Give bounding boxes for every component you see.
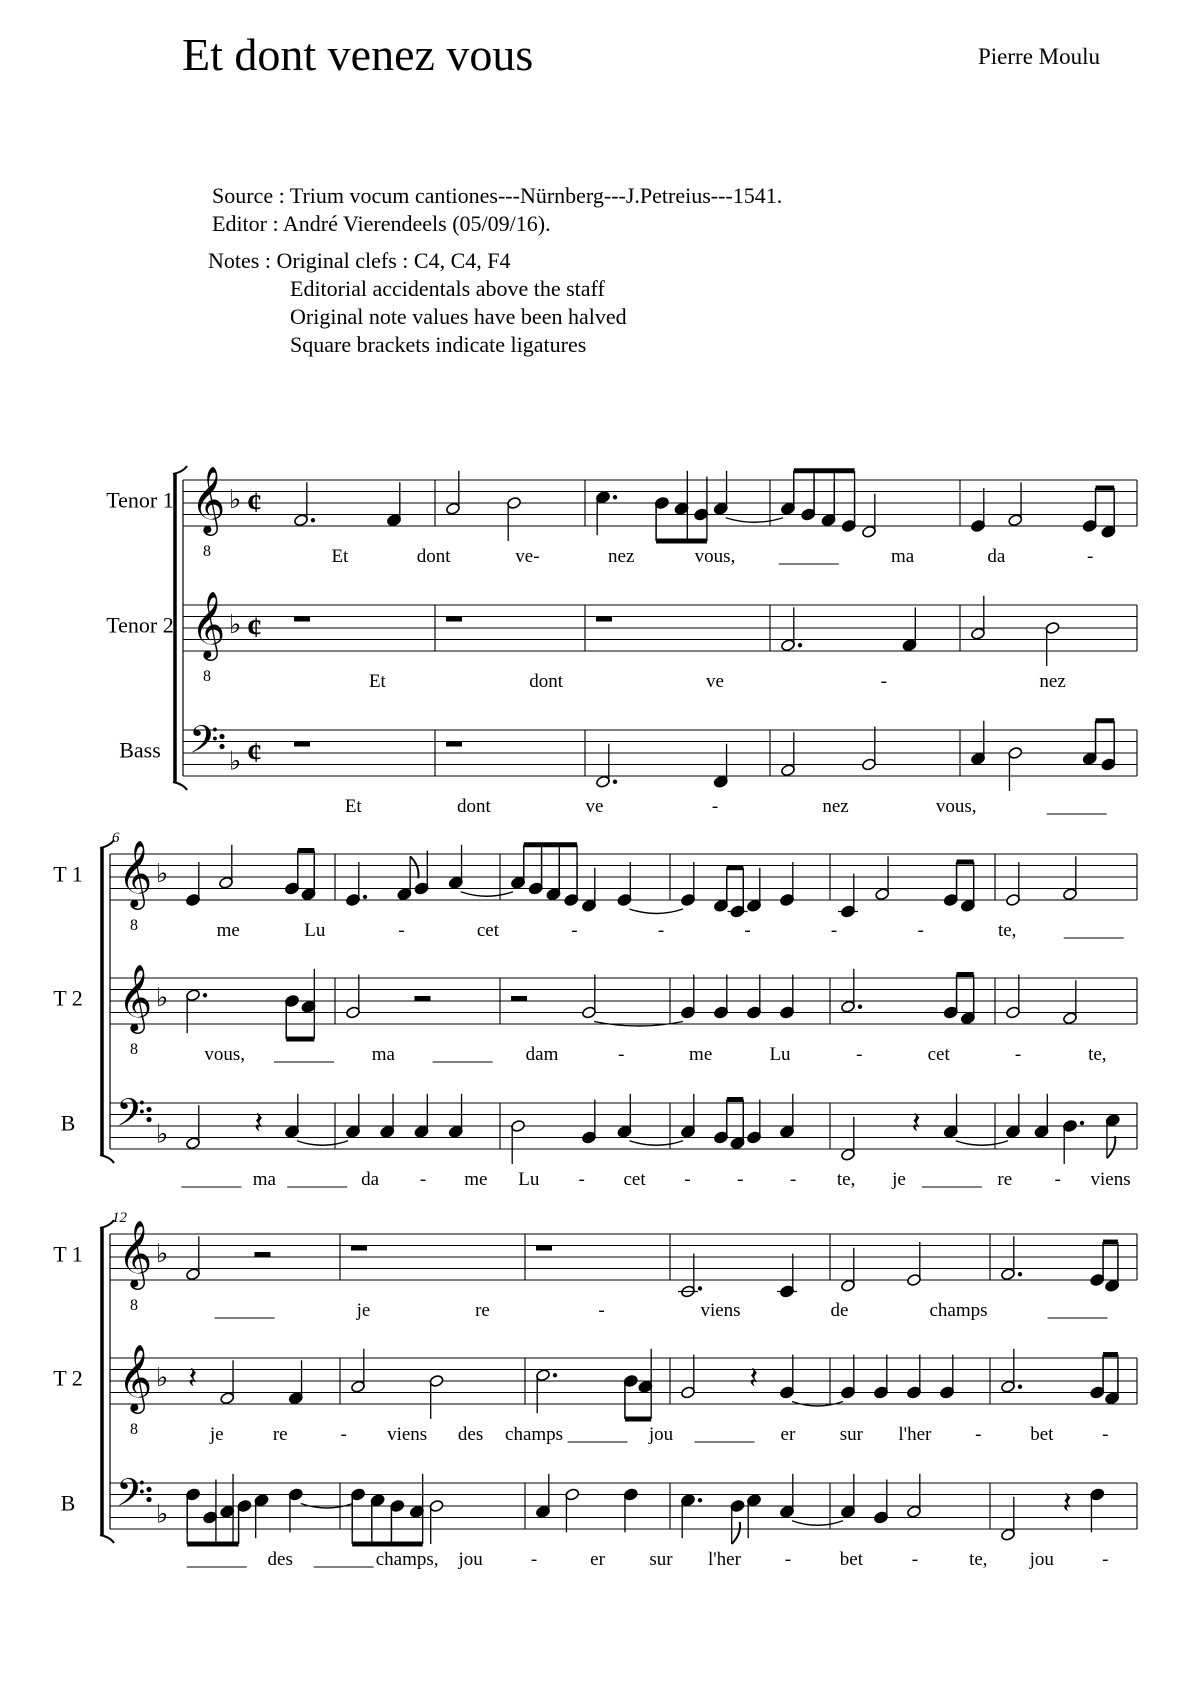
octave-eight-mark: 8 — [203, 668, 211, 685]
lyric-syllable: ma — [371, 1044, 395, 1065]
tie-arc — [726, 518, 783, 523]
tie-arc — [792, 1521, 843, 1526]
voice-label: B — [60, 1490, 76, 1516]
half-rest — [511, 996, 527, 1001]
augmentation-dot — [698, 1286, 702, 1290]
flat-key-signature: ♭ — [229, 746, 242, 776]
lyric-syllable: - — [578, 1169, 585, 1190]
lyric-syllable: - — [419, 1169, 427, 1190]
lyric-syllable: ve — [706, 671, 724, 692]
voice-staff — [53, 965, 1137, 1065]
flat-key-signature: ♭ — [156, 1363, 169, 1392]
lyric-syllable: bet — [1030, 1424, 1054, 1445]
augmentation-dot — [553, 1373, 557, 1377]
flat-key-signature: ♭ — [156, 1119, 169, 1149]
lyric-syllable: me — [216, 920, 240, 941]
lyric-syllable: nez — [822, 796, 849, 817]
lyric-syllable: - — [657, 920, 665, 941]
bass-clef-icon: 𝄢 — [116, 1091, 146, 1143]
whole-rest — [351, 1246, 367, 1251]
treble-clef-icon: 𝄞 — [118, 1221, 153, 1287]
bass-clef-dot — [146, 1117, 151, 1122]
lyric-syllable: re — [997, 1169, 1013, 1190]
bass-clef-icon: 𝄢 — [116, 1471, 146, 1523]
lyric-syllable: viens — [1090, 1169, 1131, 1190]
source-note: Source : Trium vocum cantiones---Nürnberg---J.Petreius---1541. — [212, 183, 783, 208]
lyric-syllable: - — [880, 671, 887, 692]
measure-number: 6 — [112, 830, 120, 846]
system-bracket — [173, 782, 187, 790]
augmentation-dot — [203, 993, 207, 997]
lyric-syllable: - — [571, 920, 578, 941]
tie-arc — [630, 909, 684, 914]
bass-clef-dot — [146, 1107, 151, 1112]
flat-key-signature: ♭ — [156, 983, 169, 1012]
voice-staff — [53, 841, 1137, 941]
lyric-syllable: - — [618, 1044, 625, 1065]
bass-clef-icon: 𝄢 — [189, 718, 219, 770]
octave-eight-mark: 8 — [203, 543, 211, 560]
octave-eight-mark: 8 — [130, 1297, 138, 1314]
lyric-syllable: - — [830, 920, 838, 941]
voice-label: Tenor 1 — [106, 487, 174, 513]
lyric-syllable: - — [684, 1169, 691, 1190]
voice-label: B — [60, 1110, 76, 1136]
augmentation-dot — [798, 643, 802, 647]
half-rest — [255, 1252, 271, 1257]
lyric-syllable: Et — [344, 796, 362, 817]
lyric-syllable: - — [975, 1424, 982, 1445]
quarter-rest: 𝄽 — [188, 1361, 198, 1395]
lyric-syllable: - — [1102, 1424, 1109, 1445]
bass-clef-dot — [219, 744, 224, 749]
lyric-syllable: - — [1054, 1169, 1061, 1190]
voice-staff — [119, 719, 1137, 817]
augmentation-dot — [363, 895, 367, 899]
voice-label: Bass — [119, 737, 161, 763]
quarter-rest: 𝄽 — [254, 1106, 264, 1140]
lyric-syllable: te, — [997, 920, 1017, 941]
lyric-syllable: re — [272, 1424, 288, 1445]
lyric-syllable: Lu — [304, 920, 326, 941]
augmentation-dot — [1080, 1121, 1084, 1125]
tie-arc — [461, 892, 513, 897]
lyric-syllable: - — [1014, 1044, 1022, 1065]
lyric-syllable: cet — [623, 1169, 646, 1190]
lyric-syllable: me — [464, 1169, 488, 1190]
bass-clef-dot — [219, 734, 224, 739]
lyric-syllable: - — [856, 1044, 863, 1065]
system-bracket — [100, 1155, 114, 1163]
lyric-syllable: Et — [331, 546, 349, 567]
score-system — [53, 1210, 1137, 1570]
lyric-syllable: des — [267, 1549, 293, 1570]
voice-label: Tenor 2 — [106, 612, 174, 638]
lyric-syllable: cet — [476, 920, 499, 941]
lyric-syllable: je — [892, 1169, 906, 1190]
lyric-syllable: - — [1086, 546, 1094, 567]
quarter-rest: 𝄽 — [749, 1361, 759, 1395]
cut-time-signature: ¢ — [247, 736, 262, 769]
lyric-syllable: dont — [529, 671, 564, 692]
octave-eight-mark: 8 — [130, 917, 138, 934]
notes-label: Notes : Original clefs : C4, C4, F4 — [208, 248, 511, 273]
augmentation-dot — [613, 495, 617, 499]
octave-eight-mark: 8 — [130, 1421, 138, 1438]
augmentation-dot — [1018, 1385, 1022, 1389]
lyric-syllable: er — [780, 1424, 796, 1445]
lyric-syllable: je — [209, 1424, 224, 1445]
lyric-syllable: te, — [1088, 1044, 1107, 1065]
lyric-syllable: bet — [839, 1549, 864, 1570]
lyric-syllable: dont — [456, 796, 491, 817]
voice-label: T 2 — [53, 1365, 83, 1391]
lyric-syllable: Lu — [518, 1169, 540, 1190]
eighth-flag — [410, 856, 418, 878]
tie-arc — [630, 1141, 684, 1146]
flat-key-signature: ♭ — [156, 859, 169, 888]
lyric-syllable: jou — [648, 1424, 674, 1445]
measure-number: 12 — [112, 1210, 127, 1226]
bass-clef-dot — [146, 1497, 151, 1502]
voice-staff — [61, 1472, 1137, 1570]
whole-rest — [596, 617, 612, 622]
lyric-syllable: viens — [387, 1424, 428, 1445]
lyric-syllable: - — [784, 1549, 792, 1570]
treble-clef-icon: 𝄞 — [191, 467, 226, 533]
augmentation-dot — [1018, 1272, 1022, 1276]
lyric-syllable: - — [711, 796, 719, 817]
lyric-syllable: vous, — [694, 546, 736, 567]
lyric-syllable: sur — [839, 1424, 864, 1445]
lyric-syllable: je — [356, 1300, 371, 1321]
voice-label: T 2 — [53, 985, 83, 1011]
editor-note: Editor : André Vierendeels (05/09/16). — [212, 211, 551, 236]
editorial-note: Editorial accidentals above the staff — [290, 276, 605, 301]
flat-key-signature: ♭ — [156, 1499, 169, 1529]
editorial-note: Original note values have been halved — [290, 304, 627, 329]
augmentation-dot — [613, 780, 617, 784]
lyric-syllable: champs, — [375, 1549, 439, 1570]
system-bracket — [100, 1535, 114, 1543]
voice-label: T 1 — [53, 861, 83, 887]
whole-rest — [536, 1246, 552, 1251]
lyric-syllable: - — [737, 1169, 744, 1190]
lyric-syllable: Lu — [769, 1044, 791, 1065]
treble-clef-icon: 𝄞 — [191, 592, 226, 658]
voice-staff — [53, 1345, 1137, 1445]
lyric-syllable: ma — [252, 1169, 276, 1190]
augmentation-dot — [698, 1498, 702, 1502]
score-system — [53, 830, 1137, 1190]
lyric-syllable: vous, — [935, 796, 977, 817]
quarter-rest: 𝄽 — [1062, 1486, 1072, 1520]
lyric-syllable: de — [830, 1300, 849, 1321]
lyric-syllable: - — [917, 920, 924, 941]
system-bracket — [173, 466, 187, 474]
lyric-syllable: Et — [368, 671, 386, 692]
lyric-syllable: te, — [969, 1549, 988, 1570]
piece-title: Et dont venez vous — [182, 29, 534, 80]
lyric-syllable: - — [340, 1424, 347, 1445]
lyric-syllable: ma — [890, 546, 915, 567]
lyric-syllable: me — [689, 1044, 713, 1065]
lyric-syllable: - — [1102, 1549, 1109, 1570]
lyric-syllable: champs — [929, 1300, 988, 1321]
whole-rest — [446, 742, 462, 747]
voice-staff — [106, 467, 1137, 567]
lyric-syllable: jou — [1029, 1549, 1054, 1570]
augmentation-dot — [311, 518, 315, 522]
lyric-syllable: ve- — [515, 546, 540, 567]
voice-staff — [61, 1092, 1137, 1190]
lyric-syllable: da — [361, 1169, 380, 1190]
flat-key-signature: ♭ — [229, 485, 242, 514]
flat-key-signature: ♭ — [156, 1239, 169, 1268]
lyric-syllable: l'her — [707, 1549, 741, 1570]
tie-arc — [297, 1141, 348, 1146]
lyric-syllable: te, — [836, 1169, 856, 1190]
lyric-syllable: - — [790, 1169, 797, 1190]
lyric-syllable: vous, — [204, 1044, 245, 1065]
tie-arc — [956, 1141, 1008, 1146]
eighth-flag — [732, 1522, 740, 1544]
lyric-syllable: nez — [1039, 671, 1066, 692]
composer-name: Pierre Moulu — [977, 44, 1100, 69]
eighth-flag — [1107, 1136, 1115, 1158]
bass-clef-dot — [146, 1487, 151, 1492]
lyric-syllable: nez — [608, 546, 635, 567]
lyric-syllable: da — [987, 546, 1006, 567]
lyric-syllable: - — [598, 1300, 605, 1321]
flat-key-signature: ♭ — [229, 610, 242, 639]
lyric-syllable: jou — [458, 1549, 483, 1570]
lyric-syllable: - — [530, 1549, 538, 1570]
lyric-syllable: champs — [505, 1424, 564, 1445]
voice-staff — [106, 592, 1137, 692]
treble-clef-icon: 𝄞 — [118, 841, 153, 907]
lyric-syllable: l'her — [898, 1424, 932, 1445]
editorial-note: Square brackets indicate ligatures — [290, 332, 587, 357]
lyric-syllable: er — [590, 1549, 605, 1570]
lyric-syllable: re — [475, 1300, 490, 1321]
lyric-syllable: - — [911, 1549, 919, 1570]
octave-eight-mark: 8 — [130, 1041, 138, 1058]
augmentation-dot — [858, 1005, 862, 1009]
lyric-syllable: dam — [525, 1044, 559, 1065]
half-rest — [415, 996, 431, 1001]
cut-time-signature: ¢ — [247, 486, 262, 519]
score-system — [106, 466, 1137, 817]
treble-clef-icon: 𝄞 — [118, 965, 153, 1031]
lyric-syllable: - — [744, 920, 751, 941]
lyric-syllable: des — [457, 1424, 484, 1445]
quarter-rest: 𝄽 — [911, 1106, 921, 1140]
lyric-syllable: ve — [585, 796, 604, 817]
whole-rest — [446, 617, 462, 622]
lyric-syllable: viens — [700, 1300, 741, 1321]
lyric-syllable: - — [398, 920, 405, 941]
treble-clef-icon: 𝄞 — [118, 1345, 153, 1411]
whole-rest — [294, 617, 310, 622]
lyric-syllable: cet — [927, 1044, 950, 1065]
voice-label: T 1 — [53, 1241, 83, 1267]
lyric-syllable: dont — [416, 546, 451, 567]
lyric-syllable: sur — [649, 1549, 673, 1570]
cut-time-signature: ¢ — [247, 611, 262, 644]
whole-rest — [294, 742, 310, 747]
voice-staff — [53, 1221, 1137, 1321]
